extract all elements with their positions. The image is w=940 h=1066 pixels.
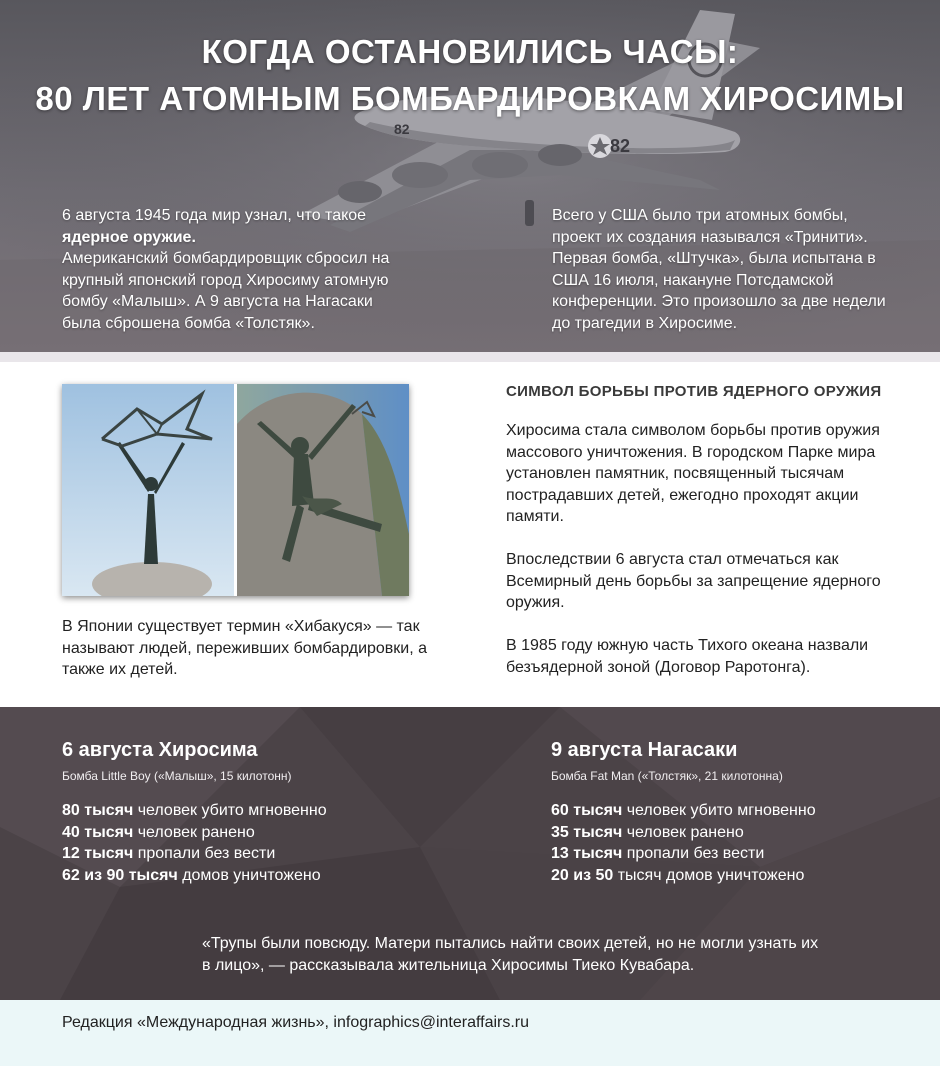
section-paragraph: Впоследствии 6 августа стал отмечаться как Всемирный день борьбы за запрещение ядерного оружия. [506,551,881,611]
hero-left-rest: Американский бомбардировщик сбросил на крупный японский город Хиросиму атомную бомбу «Малыш». А 9 августа на Нагасаки была сброшена бомба «Толстяк». [62,250,390,332]
hero-right-text: Всего у США было три атомных бомбы, проект их создания назывался «Тринити». Первая бомба, «Штучка», была испытана в США 16 июля, накануне Потсдамской конференции. Это произошло за две недели до трагедии в Хиросиме. [552,207,886,332]
stat-label: человек убито мгновенно [133,802,327,819]
stat-value: 62 из 90 тысяч [62,866,178,884]
section-paragraph: Хиросима стала символом борьбы против оружия массового уничтожения. В городском Парке мира установлен памятник, посвященный тысячам пострадавших детей, ежегодно проходят акции памяти. [506,422,880,525]
plane-number-nose: 82 [394,121,410,137]
nagasaki-title: 9 августа Нагасаки [551,739,738,761]
page-title [0,28,940,122]
stat-row [551,800,931,822]
stat-value: 12 тысяч [62,845,134,862]
stat-value: 13 тысяч [551,845,623,862]
nagasaki-stats [551,738,931,886]
stat-row [62,843,482,865]
page-title-line-2: 80 ЛЕТ АТОМНЫМ БОМБАРДИРОВКАМ ХИРОСИМЫ [35,80,905,117]
section-divider [0,352,940,362]
stat-label: пропали без вести [622,845,765,862]
nagasaki-stat-list [551,800,931,886]
photo-caption: В Японии существует термин «Хибакуся» — так называют людей, переживших бомбардировки, а также их детей. [62,618,428,678]
nagasaki-subtitle: Бомба Fat Man («Толстяк», 21 килотонна) [551,769,783,783]
stat-value: 20 из 50 [551,866,614,884]
section-paragraph: В 1985 году южную часть Тихого океана назвали безъядерной зоной (Договор Раротонга). [506,637,869,676]
stat-label: человек ранено [133,823,255,841]
stat-value: 35 тысяч [551,823,623,841]
stat-row [551,865,931,887]
hiroshima-title: 6 августа Хиросима [62,739,258,761]
hero-left-intro: 6 августа 1945 года мир узнал, что такое [62,207,367,224]
stat-row [551,843,931,865]
stat-label: домов уничтожено [177,866,321,884]
plane-number-side: 82 [610,136,631,156]
stat-value: 60 тысяч [551,802,623,819]
stat-label: человек ранено [622,823,744,841]
footer [0,1000,940,1066]
stat-value: 80 тысяч [62,802,134,819]
stat-row [62,800,482,822]
stat-row [62,865,482,887]
hiroshima-subtitle: Бомба Little Boy («Малыш», 15 килотонн) [62,769,292,783]
footer-credit: Редакция «Международная жизнь», infographics@interaffairs.ru [62,1014,530,1031]
hiroshima-stats [62,738,482,886]
section-body [506,420,906,700]
hero-left-text [62,205,407,334]
page-title-line-1: КОГДА ОСТАНОВИЛИСЬ ЧАСЫ: [201,33,739,70]
stat-label: тысяч домов уничтожено [613,866,805,884]
stat-row [551,822,931,844]
stat-label: пропали без вести [133,845,276,862]
children-peace-monument-photo [62,384,409,596]
section-title: СИМВОЛ БОРЬБЫ ПРОТИВ ЯДЕРНОГО ОРУЖИЯ [506,383,882,400]
hiroshima-stat-list [62,800,482,886]
stat-value: 40 тысяч [62,823,134,841]
stat-row [62,822,482,844]
survivor-quote: «Трупы были повсюду. Матери пытались найти своих детей, но не могли узнать их в лицо», — рассказывала жительница Хиросимы Тиеко Кувабара. [202,935,819,974]
stat-label: человек убито мгновенно [622,802,816,819]
hero-left-bold: ядерное оружие. [62,228,196,246]
